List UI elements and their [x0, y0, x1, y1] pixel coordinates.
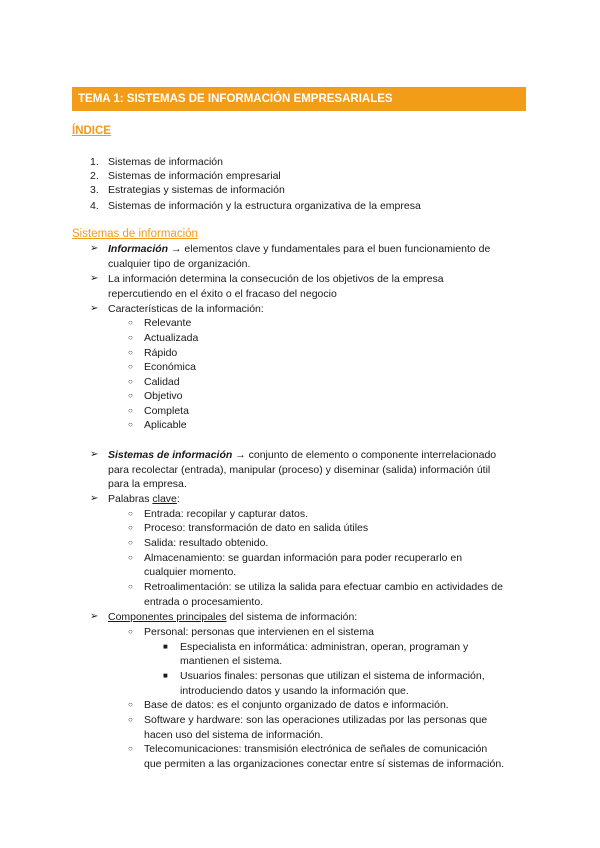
list-item: Salida: resultado obtenido.	[144, 537, 269, 549]
list-item: Aplicable	[144, 419, 187, 431]
index-number: 1.	[90, 156, 99, 168]
arrow-bullet-icon: ➢	[90, 243, 99, 254]
circle-bullet-icon: ○	[128, 744, 133, 753]
circle-bullet-icon: ○	[128, 406, 133, 415]
sub-list-item-continuation: introduciendo datos y usando la información que.	[180, 685, 409, 697]
arrow-bullet-icon: ➢	[90, 273, 99, 284]
square-bullet-icon: ■	[163, 671, 168, 680]
list-item: Actualizada	[144, 332, 199, 344]
document-title: TEMA 1: SISTEMAS DE INFORMACIÓN EMPRESARIALES	[72, 87, 526, 111]
sub-list-item-continuation: mantienen el sistema.	[180, 655, 283, 667]
list-item: Objetivo	[144, 390, 183, 402]
index-item: Sistemas de información y la estructura organizativa de la empresa	[108, 200, 421, 212]
term-informacion: Información	[108, 243, 169, 255]
circle-bullet-icon: ○	[128, 362, 133, 371]
circle-bullet-icon: ○	[128, 715, 133, 724]
circle-bullet-icon: ○	[128, 627, 133, 636]
index-item: Sistemas de información	[108, 156, 223, 168]
bullet-text: → conjunto de elemento o componente interrelacionado	[232, 449, 497, 461]
circle-bullet-icon: ○	[128, 523, 133, 532]
bullet-sistemas-line2: para recolectar (entrada), manipular (proceso) y diseminar (salida) información útil	[108, 464, 491, 476]
arrow-bullet-icon: ➢	[90, 449, 99, 460]
index-number: 2.	[90, 170, 99, 182]
underlined-phrase: Componentes principales	[108, 611, 227, 623]
bullet-text: :	[176, 493, 180, 505]
circle-bullet-icon: ○	[128, 377, 133, 386]
sub-list-item: Usuarios finales: personas que utilizan el sistema de información,	[180, 670, 485, 682]
circle-bullet-icon: ○	[128, 420, 133, 429]
circle-bullet-icon: ○	[128, 333, 133, 342]
bullet-caracteristicas: Características de la información:	[108, 303, 264, 315]
underlined-word: clave	[152, 493, 177, 505]
bullet-componentes	[108, 610, 357, 625]
circle-bullet-icon: ○	[128, 700, 133, 709]
square-bullet-icon: ■	[163, 642, 168, 651]
list-item: Retroalimentación: se utiliza la salida para efectuar cambio en actividades de	[144, 581, 503, 593]
circle-bullet-icon: ○	[128, 582, 133, 591]
index-number: 4.	[90, 200, 99, 212]
circle-bullet-icon: ○	[128, 553, 133, 562]
bullet-consecucion-line1: La información determina la consecución de los objetivos de la empresa	[108, 273, 444, 285]
circle-bullet-icon: ○	[128, 509, 133, 518]
index-heading: ÍNDICE	[72, 125, 111, 137]
section-heading: Sistemas de información	[72, 228, 198, 240]
bullet-consecucion-line2: repercutiendo en el éxito o el fracaso del negocio	[108, 288, 337, 300]
list-item: Base de datos: es el conjunto organizado de datos e información.	[144, 699, 449, 711]
arrow-bullet-icon: ➢	[90, 611, 99, 622]
list-item: Almacenamiento: se guardan información para poder recuperarlo en	[144, 552, 463, 564]
list-item: Rápido	[144, 347, 178, 359]
bullet-sistemas-line3: para la empresa.	[108, 478, 187, 490]
index-number: 3.	[90, 184, 99, 196]
bullet-informacion-line2: cualquier tipo de organización.	[108, 258, 251, 270]
circle-bullet-icon: ○	[128, 348, 133, 357]
list-item-continuation: que permiten a las organizaciones conectar entre sí sistemas de información.	[144, 758, 505, 770]
list-item: Software y hardware: son las operaciones utilizadas por las personas que	[144, 714, 488, 726]
arrow-bullet-icon: ➢	[90, 493, 99, 504]
list-item-continuation: hacen uso del sistema de información.	[144, 729, 324, 741]
term-sistemas: Sistemas de información	[108, 449, 233, 461]
list-item-continuation: entrada o procesamiento.	[144, 596, 264, 608]
list-item-personal: Personal: personas que intervienen en el sistema	[144, 626, 374, 638]
bullet-text: Palabras	[108, 493, 153, 505]
list-item: Telecomunicaciones: transmisión electrónica de señales de comunicación	[144, 743, 488, 755]
bullet-palabras-clave	[108, 492, 180, 507]
bullet-informacion-line1	[108, 242, 490, 257]
bullet-text: del sistema de información:	[226, 611, 358, 623]
list-item: Económica	[144, 361, 196, 373]
bullet-text: → elementos clave y fundamentales para el buen funcionamiento de	[168, 243, 491, 255]
list-item: Calidad	[144, 376, 180, 388]
list-item: Proceso: transformación de dato en salida útiles	[144, 522, 369, 534]
index-item: Sistemas de información empresarial	[108, 170, 281, 182]
circle-bullet-icon: ○	[128, 318, 133, 327]
list-item-continuation: cualquier momento.	[144, 566, 237, 578]
index-item: Estrategias y sistemas de información	[108, 184, 285, 196]
sub-list-item: Especialista en informática: administran, operan, programan y	[180, 641, 469, 653]
circle-bullet-icon: ○	[128, 391, 133, 400]
arrow-bullet-icon: ➢	[90, 303, 99, 314]
bullet-sistemas-line1	[108, 448, 496, 463]
list-item: Relevante	[144, 317, 192, 329]
list-item: Entrada: recopilar y capturar datos.	[144, 508, 309, 520]
list-item: Completa	[144, 405, 189, 417]
circle-bullet-icon: ○	[128, 538, 133, 547]
